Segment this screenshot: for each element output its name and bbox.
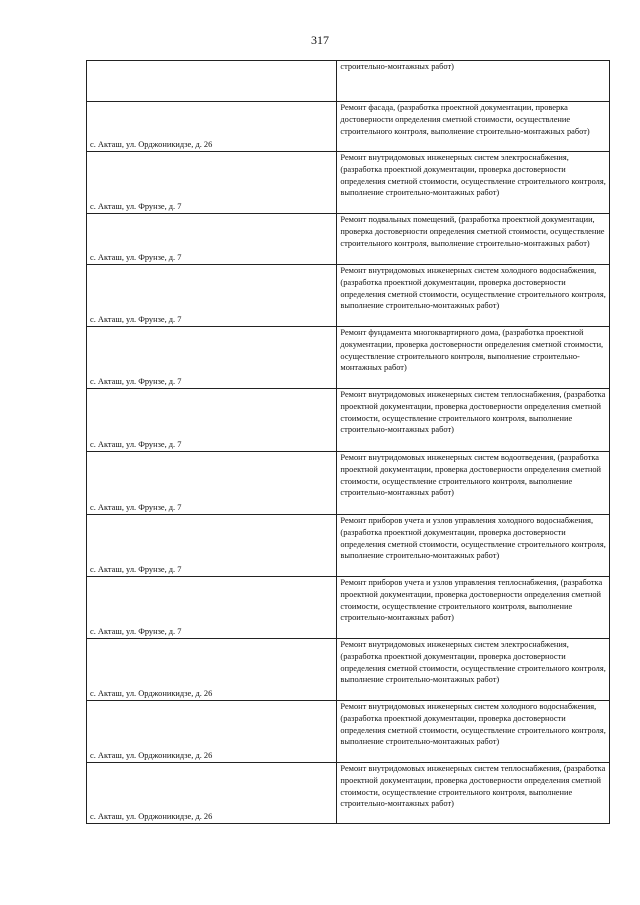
address-cell [87, 701, 337, 763]
table-row [87, 61, 610, 102]
table-row [87, 214, 610, 265]
work-description-cell [337, 102, 610, 152]
work-description-cell [337, 639, 610, 701]
work-description-cell [337, 61, 610, 102]
work-description-cell [337, 214, 610, 265]
table-row [87, 102, 610, 152]
address-text: с. Акташ, ул. Орджоникидзе, д. 26 [90, 689, 213, 699]
page-number: 317 [311, 33, 329, 47]
work-description-text: Ремонт приборов учета и узлов управления теплоснабжения, (разработка проектной документации, проверка достоверности определения сметной стоимости, осуществление строительного контроля, выполнение строительно-монтажных работ) [340, 578, 603, 623]
address-text: с. Акташ, ул. Фрунзе, д. 7 [90, 202, 182, 212]
address-cell [87, 265, 337, 327]
table-row [87, 701, 610, 763]
address-cell [87, 389, 337, 452]
work-description-text: Ремонт фундамента многоквартирного дома, (разработка проектной документации, проверка достоверности определения сметной стоимости, осуществление строительного контроля, выполнение строительно-монтажных работ) [340, 328, 604, 373]
work-description-text: Ремонт подвальных помещений, (разработка проектной документации, проверка достоверности определения сметной стоимости, осуществление строительного контроля, выполнение строительно-монтажных работ) [340, 215, 605, 248]
work-description-text: строительно-монтажных работ) [340, 62, 454, 71]
address-cell [87, 152, 337, 214]
work-description-cell [337, 152, 610, 214]
table-row [87, 389, 610, 452]
address-cell [87, 577, 337, 639]
work-description-cell [337, 389, 610, 452]
address-text: с. Акташ, ул. Фрунзе, д. 7 [90, 565, 182, 575]
table-row [87, 763, 610, 824]
address-text: с. Акташ, ул. Фрунзе, д. 7 [90, 627, 182, 637]
work-description-cell [337, 452, 610, 515]
work-description-text: Ремонт внутридомовых инженерных систем холодного водоснабжения, (разработка проектной документации, проверка достоверности определения сметной стоимости, осуществление строительного контроля, выполнение строительно-монтажных работ) [340, 266, 606, 311]
address-text: с. Акташ, ул. Орджоникидзе, д. 26 [90, 140, 213, 150]
work-description-text: Ремонт внутридомовых инженерных систем электроснабжения, (разработка проектной документации, проверка достоверности определения сметной стоимости, осуществление строительного контроля, выполнение строительно-монтажных работ) [340, 153, 606, 198]
address-cell [87, 327, 337, 389]
address-text: с. Акташ, ул. Фрунзе, д. 7 [90, 315, 182, 325]
works-table [86, 60, 610, 824]
address-text: с. Акташ, ул. Фрунзе, д. 7 [90, 440, 182, 450]
work-description-cell [337, 577, 610, 639]
address-text: с. Акташ, ул. Фрунзе, д. 7 [90, 377, 182, 387]
address-cell [87, 214, 337, 265]
address-cell [87, 61, 337, 102]
table-row [87, 515, 610, 577]
work-description-cell [337, 265, 610, 327]
work-description-text: Ремонт приборов учета и узлов управления холодного водоснабжения, (разработка проектной документации, проверка достоверности определения сметной стоимости, осуществление строительного контроля, выполнение строительно-монтажных работ) [340, 516, 606, 561]
address-text: с. Акташ, ул. Орджоникидзе, д. 26 [90, 751, 213, 761]
address-cell [87, 515, 337, 577]
work-description-cell [337, 327, 610, 389]
table-row [87, 452, 610, 515]
work-description-text: Ремонт внутридомовых инженерных систем водоотведения, (разработка проектной документации, проверка достоверности определения сметной стоимости, осуществление строительного контроля, выполнение строительно-монтажных работ) [340, 453, 602, 498]
table-row [87, 152, 610, 214]
table-row [87, 639, 610, 701]
work-description-text: Ремонт внутридомовых инженерных систем холодного водоснабжения, (разработка проектной документации, проверка достоверности определения сметной стоимости, осуществление строительного контроля, выполнение строительно-монтажных работ) [340, 702, 606, 747]
table-row [87, 265, 610, 327]
address-cell [87, 102, 337, 152]
table-row [87, 327, 610, 389]
work-description-cell [337, 701, 610, 763]
work-description-cell [337, 763, 610, 824]
address-text: с. Акташ, ул. Орджоникидзе, д. 26 [90, 812, 213, 822]
work-description-text: Ремонт внутридомовых инженерных систем электроснабжения, (разработка проектной документации, проверка достоверности определения сметной стоимости, осуществление строительного контроля, выполнение строительно-монтажных работ) [340, 640, 606, 685]
address-text: с. Акташ, ул. Фрунзе, д. 7 [90, 503, 182, 513]
address-cell [87, 639, 337, 701]
work-description-cell [337, 515, 610, 577]
work-description-text: Ремонт внутридомовых инженерных систем теплоснабжения, (разработка проектной документации, проверка достоверности определения сметной стоимости, осуществление строительного контроля, выполнение строительно-монтажных работ) [340, 764, 606, 809]
address-cell [87, 452, 337, 515]
works-table-body [87, 61, 610, 824]
table-row [87, 577, 610, 639]
work-description-text: Ремонт фасада, (разработка проектной документации, проверка достоверности определения сметной стоимости, осуществление строительного контроля, выполнение строительно-монтажных работ) [340, 103, 590, 136]
address-cell [87, 763, 337, 824]
work-description-text: Ремонт внутридомовых инженерных систем теплоснабжения, (разработка проектной документации, проверка достоверности определения сметной стоимости, осуществление строительного контроля, выполнение строительно-монтажных работ) [340, 390, 606, 435]
address-text: с. Акташ, ул. Фрунзе, д. 7 [90, 253, 182, 263]
